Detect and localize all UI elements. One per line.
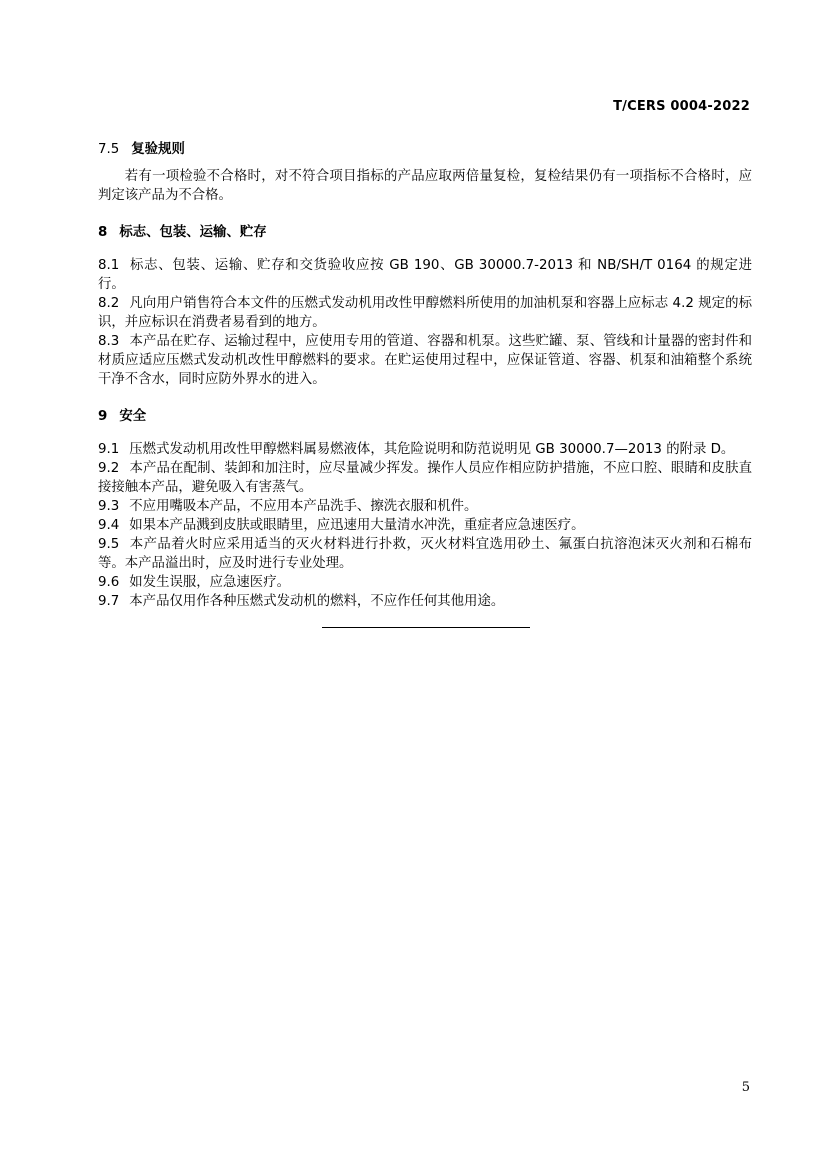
clause-number: 9.3 [98,499,120,514]
clause-9-3 [98,497,752,516]
section-number: 7.5 [98,142,120,157]
clause-9-2 [98,459,752,497]
clause-text: 本产品在配制、装卸和加注时，应尽量减少挥发。操作人员应作相应防护措施，不应口腔、眼睛和皮肤直接接触本产品，避免吸入有害蒸气。 [98,461,752,495]
clause-text: 标志、包装、运输、贮存和交货验收应按 GB 190、GB 30000.7-2013 和 NB/SH/T 0164 的规定进行。 [98,258,752,292]
clause-text: 压燃式发动机用改性甲醇燃料属易燃液体，其危险说明和防范说明见 GB 30000.7—2013 的附录 D。 [129,442,735,457]
clause-number: 9.5 [98,537,120,552]
clause-number: 9.2 [98,461,120,476]
section-number: 8 [98,225,108,240]
clause-text: 如发生误服，应急速医疗。 [129,575,290,590]
page-number: 5 [741,1080,750,1095]
clause-number: 9.1 [98,442,120,457]
section-title: 安全 [119,409,147,424]
section-9-heading [98,407,752,426]
clause-number: 9.7 [98,594,120,609]
clause-number: 9.6 [98,575,120,590]
clause-9-1 [98,440,752,459]
document-body [98,140,752,611]
section-7-5-text: 若有一项检验不合格时，对不符合项目指标的产品应取两倍量复检，复检结果仍有一项指标不合格时，应判定该产品为不合格。 [98,169,752,203]
clause-8-2 [98,294,752,332]
clause-number: 9.4 [98,518,120,533]
section-number: 9 [98,409,108,424]
clause-text: 本产品在贮存、运输过程中，应使用专用的管道、容器和机泵。这些贮罐、泵、管线和计量器的密封件和材质应适应压燃式发动机改性甲醇燃料的要求。在贮运使用过程中，应保证管道、容器、机泵和油箱整个系统干净不含水，同时应防外界水的进入。 [98,334,752,387]
clause-9-4 [98,516,752,535]
section-8-heading [98,223,752,242]
clause-text: 凡向用户销售符合本文件的压燃式发动机用改性甲醇燃料所使用的加油机泵和容器上应标志 4.2 规定的标识，并应标识在消费者易看到的地方。 [98,296,752,330]
section-title: 复验规则 [131,142,185,157]
clause-9-6 [98,573,752,592]
clause-text: 不应用嘴吸本产品，不应用本产品洗手、擦洗衣服和机件。 [129,499,478,514]
clause-number: 8.1 [98,258,120,273]
clause-9-5 [98,535,752,573]
section-7-5-heading [98,140,752,159]
standard-code: T/CERS 0004-2022 [613,99,750,114]
clause-9-7 [98,592,752,611]
clause-number: 8.3 [98,334,120,349]
clause-text: 本产品着火时应采用适当的灭火材料进行扑救，灭火材料宜选用砂土、氟蛋白抗溶泡沫灭火剂和石棉布等。本产品溢出时，应及时进行专业处理。 [98,537,752,571]
clause-8-1 [98,256,752,294]
clause-8-3 [98,332,752,389]
clause-text: 如果本产品溅到皮肤或眼睛里，应迅速用大量清水冲洗，重症者应急速医疗。 [129,518,585,533]
end-of-document-rule [322,627,530,628]
clause-number: 8.2 [98,296,120,311]
clause-text: 本产品仅用作各种压燃式发动机的燃料，不应作任何其他用途。 [129,594,505,609]
section-title: 标志、包装、运输、贮存 [119,225,267,240]
